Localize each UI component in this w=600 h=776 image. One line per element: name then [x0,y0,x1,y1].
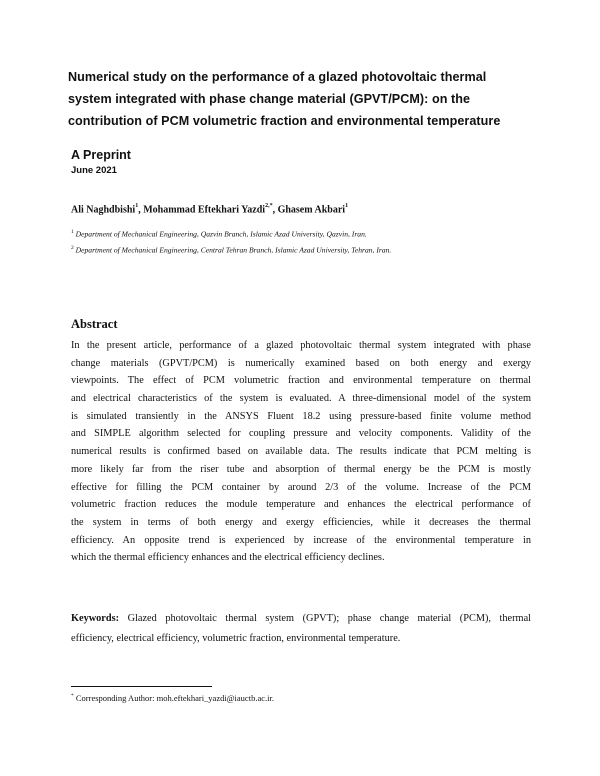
abstract-line: volumetric fraction reduces the module temperature and enhances the electrical performance of [71,499,531,511]
author-list [71,204,348,215]
abstract-line: numerical results is confirmed based on available data. The results indicate that PCM melting is [71,446,531,458]
author-name: Ali Naghdbishi [71,204,136,216]
footnote-mark: * [71,693,74,700]
affiliation-number: 2 [71,245,74,251]
keywords-line: efficiency, electrical efficiency, volumetric fraction, environmental temperature. [71,633,401,644]
footnote [71,693,274,703]
abstract-line: change materials (GPVT/PCM) is numerically examined based on both energy and exergy [71,357,531,369]
author-separator: , [272,204,278,216]
author-affiliation-mark: 1 [345,203,349,209]
paper-title [68,66,538,132]
abstract-line: the system in terms of both energy and exergy efficiencies, while it decreases the thermal [71,516,531,528]
keywords-text: Glazed photovoltaic thermal system (GPVT); phase change material (PCM), thermal [119,613,531,624]
title-line: Numerical study on the performance of a glazed photovoltaic thermal [68,70,487,84]
abstract-line: is simulated transiently in the ANSYS Fluent 18.2 using pressure-based finite volume method [71,410,531,422]
keywords-label: Keywords: [71,613,120,624]
abstract-body [71,337,531,567]
author-name: Mohammad Eftekhari Yazdi [143,204,266,216]
author-affiliation-mark: 2,* [265,203,273,209]
title-line: system integrated with phase change material (GPVT/PCM): on the [68,92,471,106]
keywords-section [71,609,531,649]
abstract-line: In the present article, performance of a glazed photovoltaic thermal system integrated with phase [71,340,531,351]
footnote-text: Corresponding Author: moh.eftekhari_yazdi@iauctb.ac.ir. [73,693,274,703]
abstract-line: which the thermal efficiency enhances and the electrical efficiency declines. [71,552,385,564]
publication-date: June 2021 [71,165,117,176]
abstract-line: and electrical characteristics of the system is evaluated. A three-dimensional model of the system [71,393,531,405]
footnote-divider [71,686,212,687]
abstract-line: and SIMPLE algorithm selected for coupling pressure and velocity components. Validity of the [71,428,531,440]
keywords-line [71,609,531,629]
abstract-line: more likely far from the riser tube and absorption of thermal energy be the PCM is mostly [71,463,531,475]
title-line: contribution of PCM volumetric fraction and environmental temperature [68,114,501,128]
affiliation-number: 1 [71,229,74,235]
abstract-line: efficiency. An opposite trend is experienced by increase of the environmental temperature in [71,534,531,546]
affiliation [71,245,391,255]
abstract-heading: Abstract [71,317,118,331]
author-separator: , [138,204,144,216]
affiliation [71,229,367,239]
preprint-label: A Preprint [71,148,131,162]
affiliation-text: Department of Mechanical Engineering, Qazvin Branch, Islamic Azad University, Qazvin, Iran. [73,229,367,239]
abstract-line: effective for filling the PCM container by around 2/3 of the volume. Increase of the PCM [71,481,531,493]
author-name: Ghasem Akbari [277,204,346,216]
abstract-line: viewpoints. The effect of PCM volumetric fraction and environmental temperature on thermal [71,375,531,387]
author-affiliation-mark: 1 [135,203,139,209]
affiliation-text: Department of Mechanical Engineering, Central Tehran Branch, Islamic Azad University, Tehran, Iran. [73,245,392,255]
